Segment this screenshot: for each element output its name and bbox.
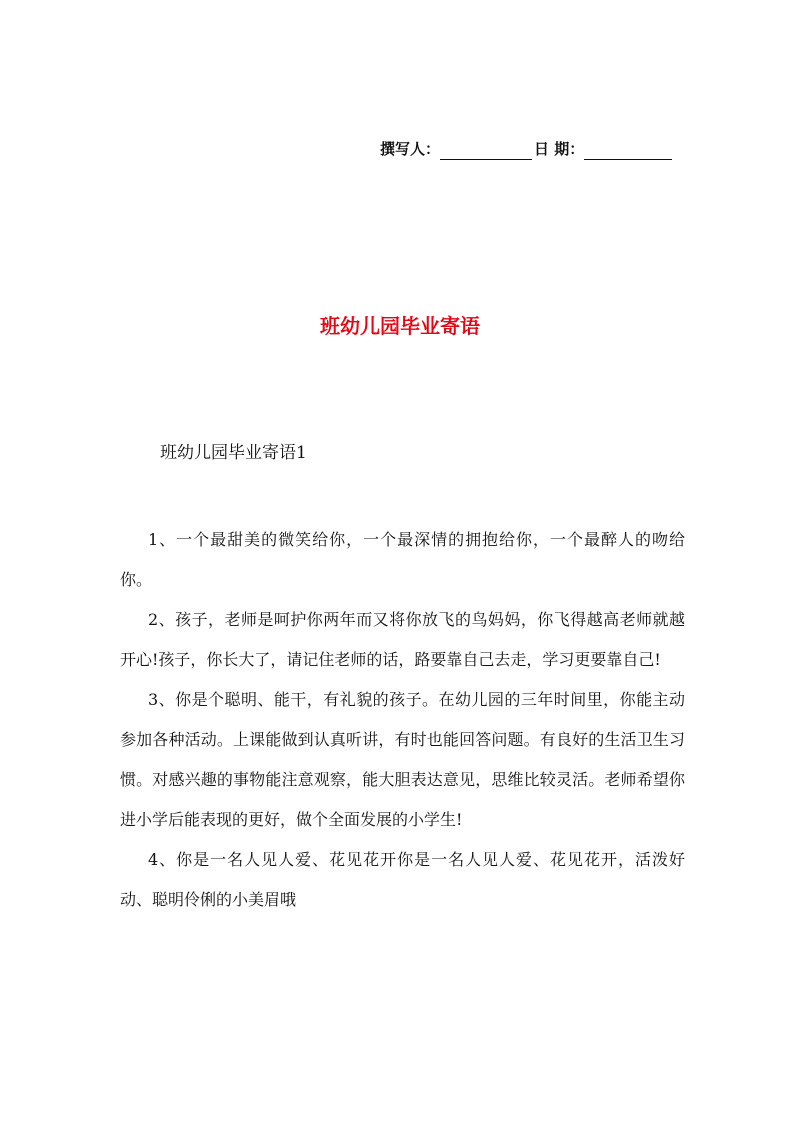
section-heading: 班幼儿园毕业寄语1	[160, 443, 307, 463]
date-label: 日 期：	[534, 140, 585, 158]
byline	[380, 138, 672, 160]
author-blank	[440, 143, 532, 160]
paragraph-2: 2、孩子，老师是呵护你两年而又将你放飞的鸟妈妈，你飞得越高老师就越开心!孩子，你长大了，请记住老师的话，路要靠自己去走，学习更要靠自己!	[120, 610, 685, 669]
date-blank	[584, 143, 672, 160]
paragraph-3: 3、你是个聪明、能干，有礼貌的孩子。在幼儿园的三年时间里，你能主动参加各种活动。上课能做到认真听讲，有时也能回答问题。有良好的生活卫生习惯。对感兴趣的事物能注意观察，能大胆表达意见，思维比较灵活。老师希望你进小学后能表现的更好，做个全面发展的小学生!	[120, 690, 685, 829]
document-title: 班幼儿园毕业寄语	[320, 314, 480, 338]
document-body	[120, 520, 685, 920]
paragraph-4: 4、你是一名人见人爱、花见花开你是一名人见人爱、花见花开，活泼好动、聪明伶俐的小美眉哦	[120, 850, 685, 909]
paragraph-1: 1、一个最甜美的微笑给你，一个最深情的拥抱给你，一个最醉人的吻给你。	[120, 530, 685, 589]
author-label: 撰写人：	[380, 140, 441, 158]
